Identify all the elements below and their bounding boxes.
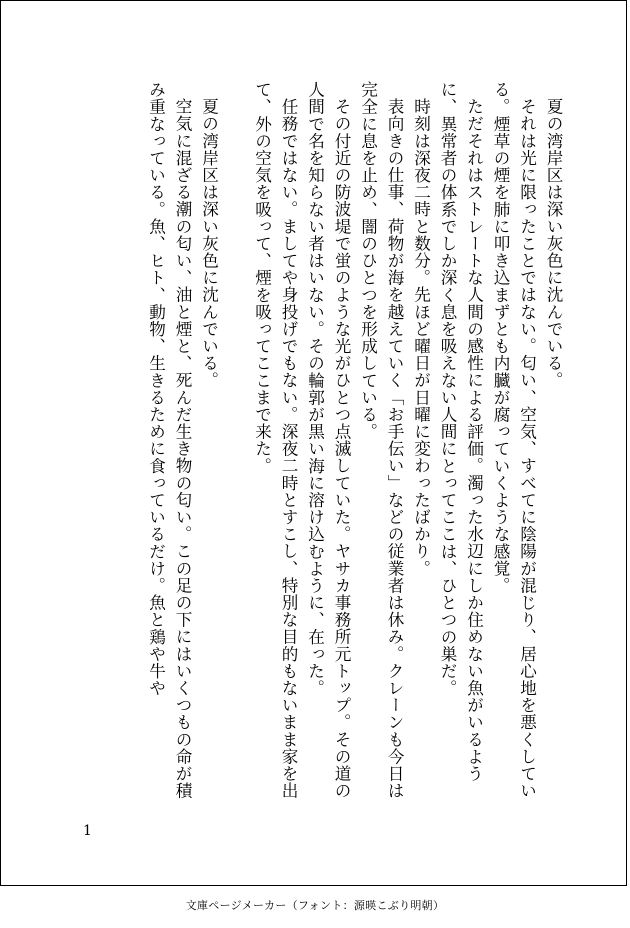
page-number: 1 <box>83 823 92 839</box>
paragraph-9: 空気に混ざる潮の匂い、油と煙と、死んだ生き物の匂い。この足の下にはいくつもの命が積み重なっている。魚、ヒト、動物、生きるために食っているだけ。魚と鶏や牛や <box>146 81 192 799</box>
paragraph-1: 夏の湾岸区は深い灰色に沈んでいる。 <box>544 97 563 389</box>
paragraph-3: ただそれはストレートな人間の感性による評価。濁った水辺にしか住めない魚がいるように、異常者の体系でしか深く息を吸えない人間にとってここは、ひとつの巣だ。 <box>438 81 484 782</box>
blank-line <box>222 81 249 801</box>
paragraph-4: 時刻は深夜二時と数分。先ほど曜日が日曜に変わったばかり。 <box>411 97 431 577</box>
vertical-text-body <box>142 81 566 801</box>
paragraph-8: 夏の湾岸区は深い灰色に沈んでいる。 <box>199 97 219 389</box>
paragraph-2: それは光に限ったことではない。匂い、空気、すべてに陰陽が混じり、居心地を悪くしている。煙草の煙を肺に叩き込まずとも内臓が腐っていくような感覚。 <box>491 81 537 799</box>
paragraph-6: その付近の防波堤で蛍のような光がひとつ点滅していた。ヤサカ事務所元トップ。その道の人間で名を知らない者はいない。その輪郭が黒い海に溶け込むように、在った。 <box>305 81 351 799</box>
paragraph-5: 表向きの仕事、荷物が海を越えていく「お手伝い」などの従業者は休み。クレーンも今日は完全に息を止め、闇のひとつを形成している。 <box>358 81 404 799</box>
footer-caption: 文庫ページメーカー（フォント：源暎こぶり明朝） <box>185 899 445 912</box>
paragraph-7: 任務ではない。ましてや身投げでもない。深夜二時とすこし、特別な目的もないまま家を出て、外の空気を吸って、煙を吸ってここまで来た。 <box>252 81 298 799</box>
